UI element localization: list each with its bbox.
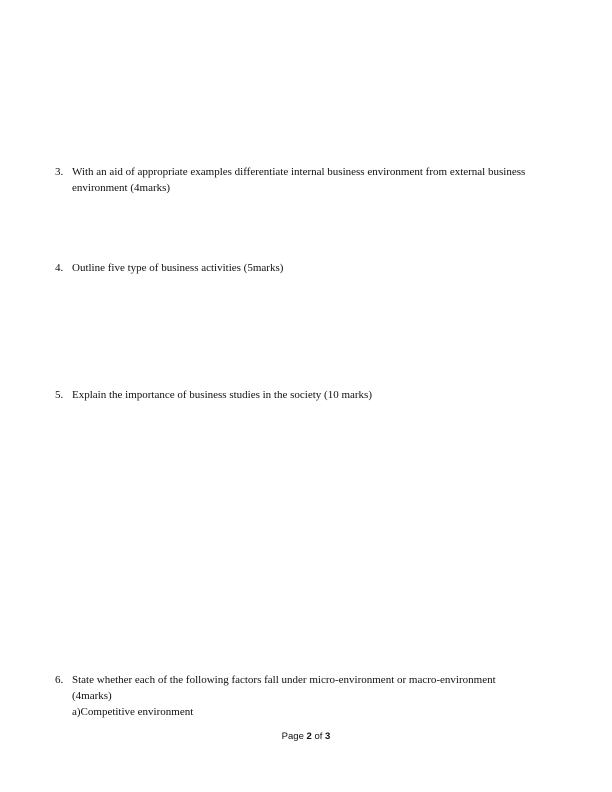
question-marks: (4marks)	[72, 690, 112, 702]
question-6	[55, 672, 575, 720]
question-number: 6.	[55, 674, 64, 686]
question-text: State whether each of the following factors fall under micro-environment or macro-environment	[72, 674, 496, 686]
question-text: With an aid of appropriate examples differentiate internal business environment from external business environment (4marks)	[72, 166, 526, 194]
question-number: 3.	[55, 166, 64, 178]
question-3	[55, 164, 575, 196]
question-number: 4.	[55, 262, 64, 274]
page-footer	[0, 731, 612, 742]
of-label: of	[314, 731, 323, 742]
question-5	[55, 387, 575, 403]
question-text: Outline five type of business activities (5marks)	[72, 262, 284, 274]
current-page: 2	[306, 731, 312, 742]
question-subitem: a)Competitive environment	[72, 706, 194, 718]
page-label: Page	[281, 731, 304, 742]
question-text: Explain the importance of business studies in the society (10 marks)	[72, 389, 372, 401]
question-4	[55, 260, 575, 276]
question-number: 5.	[55, 389, 64, 401]
total-pages: 3	[325, 731, 331, 742]
